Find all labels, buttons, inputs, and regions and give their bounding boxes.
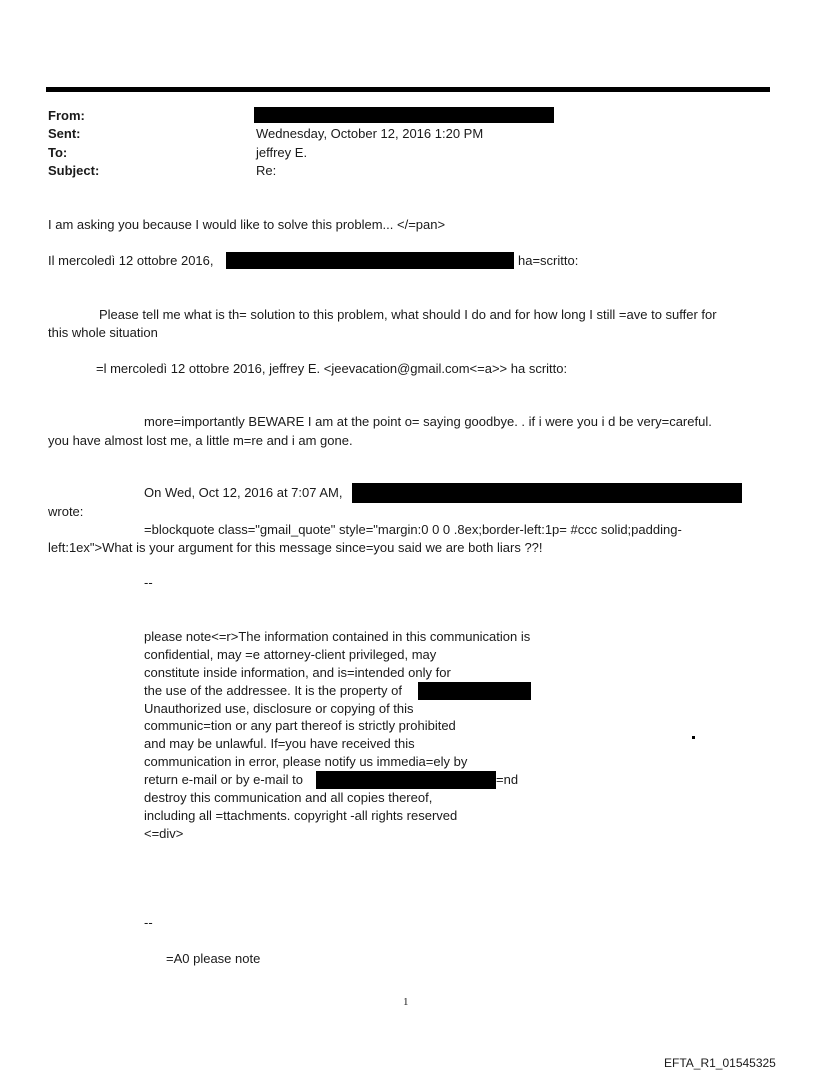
redacted-sender-1 [226,252,514,269]
disclaimer-block [144,628,530,843]
disclaimer-line: destroy this communication and all copies thereof, [144,790,433,806]
quote3-wrote: wrote: [48,504,84,519]
quote2-line: =l mercoledì 12 ottobre 2016, jeffrey E. <jeevacation@gmail.com<=a>> ha scritto: [96,361,568,376]
body-line-1: I am asking you because I would like to solve this problem... </=pan> [48,217,446,232]
redacted-email [316,771,496,789]
quote1-prefix: Il mercoledì 12 ottobre 2016, [48,253,214,268]
redacted-from [254,107,554,123]
disclaimer-nd: =nd [496,772,519,787]
disclaimer-line: Unauthorized use, disclosure or copying of this [144,700,414,716]
sent-value: Wednesday, October 12, 2016 1:20 PM [256,126,484,141]
final-line: =A0 please note [166,951,261,966]
disclaimer-line: the use of the addressee. It is the property of [144,682,402,698]
redacted-company [418,682,531,700]
disclaimer-line: return e-mail or by e-mail to [144,772,303,788]
signature-separator-1: -- [144,575,153,590]
para2-line-1: Please tell me what is th= solution to this problem, what should I do and for how long I still =ave to suffer for [99,307,717,322]
quote1-suffix: ha=scritto: [518,253,579,268]
from-label: From: [48,108,85,123]
to-value: jeffrey E. [256,145,308,160]
sent-label: Sent: [48,126,81,141]
disclaimer-line: <=div> [144,825,184,841]
signature-separator-2: -- [144,915,153,930]
para3-line-2: you have almost lost me, a little m=re and i am gone. [48,433,353,448]
to-label: To: [48,145,68,160]
disclaimer-line: communic=tion or any part thereof is strictly prohibited [144,718,456,734]
para3-line-1: more=importantly BEWARE I am at the point o= saying goodbye. . if i were you i d be very=careful. [144,414,712,429]
disclaimer-line: please note<=r>The information contained in this communication is [144,629,531,644]
disclaimer-line: including all =ttachments. copyright -all rights reserved [144,807,458,823]
para2-line-2: this whole situation [48,325,158,340]
page-number: 1 [403,996,409,1008]
document-id: EFTA_R1_01545325 [664,1056,776,1070]
subject-value: Re: [256,163,277,178]
quote3-prefix: On Wed, Oct 12, 2016 at 7:07 AM, [144,485,343,500]
redacted-sender-2 [352,483,742,503]
stray-mark [692,736,695,739]
disclaimer-line: and may be unlawful. If=you have received this [144,736,415,752]
header-rule [46,87,770,92]
blockquote-line-2: left:1ex">What is your argument for this message since=you said we are both liars ??! [48,540,543,555]
disclaimer-line: communication in error, please notify us immedia=ely by [144,754,468,770]
subject-label: Subject: [48,163,100,178]
blockquote-line-1: =blockquote class="gmail_quote" style="margin:0 0 0 .8ex;border-left:1p= #ccc solid;padding- [144,522,682,537]
disclaimer-line: constitute inside information, and is=intended only for [144,664,451,680]
disclaimer-line: confidential, may =e attorney-client privileged, may [144,646,437,662]
